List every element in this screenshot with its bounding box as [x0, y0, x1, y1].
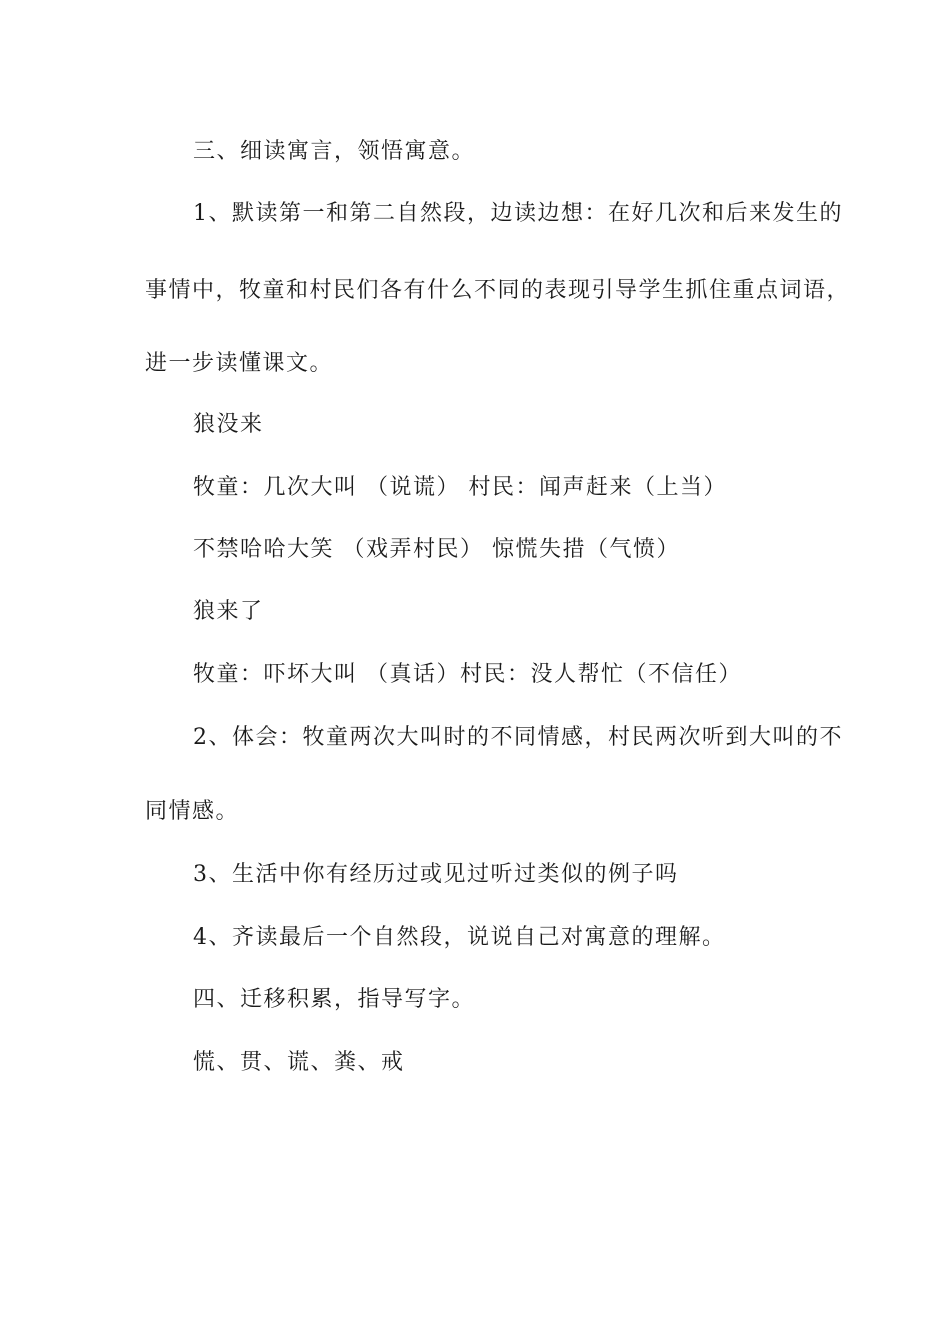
- shepherd-villagers-line-3: 牧童：吓坏大叫 （真话）村民：没人帮忙（不信任）: [193, 662, 742, 687]
- step-1-text: 1、默读第一和第二自然段，边读边想：在好几次和后来发生的: [193, 201, 843, 226]
- shepherd-villagers-line-2: 不禁哈哈大笑 （戏弄村民） 惊慌失措（气愤）: [193, 537, 680, 562]
- step-3-text: 3、生活中你有经历过或见过听过类似的例子吗: [193, 862, 679, 887]
- wolf-not-come-label: 狼没来: [193, 412, 264, 437]
- step-2-text: 2、体会：牧童两次大叫时的不同情感，村民两次听到大叫的不: [193, 725, 843, 750]
- step-2-text-cont: 同情感。: [145, 799, 240, 824]
- section-heading-3: 三、细读寓言，领悟寓意。: [193, 139, 476, 164]
- wolf-came-label: 狼来了: [193, 599, 264, 624]
- step-1-text-end: 进一步读懂课文。: [145, 351, 334, 376]
- characters-to-write: 慌、贯、谎、粪、戒: [193, 1050, 405, 1075]
- section-heading-4: 四、迁移积累，指导写字。: [193, 987, 476, 1012]
- step-4-text: 4、齐读最后一个自然段，说说自己对寓意的理解。: [193, 925, 726, 950]
- shepherd-villagers-line-1: 牧童：几次大叫 （说谎） 村民：闻声赶来（上当）: [193, 475, 727, 500]
- step-1-text-cont: 事情中，牧童和村民们各有什么不同的表现引导学生抓住重点词语，: [145, 278, 851, 303]
